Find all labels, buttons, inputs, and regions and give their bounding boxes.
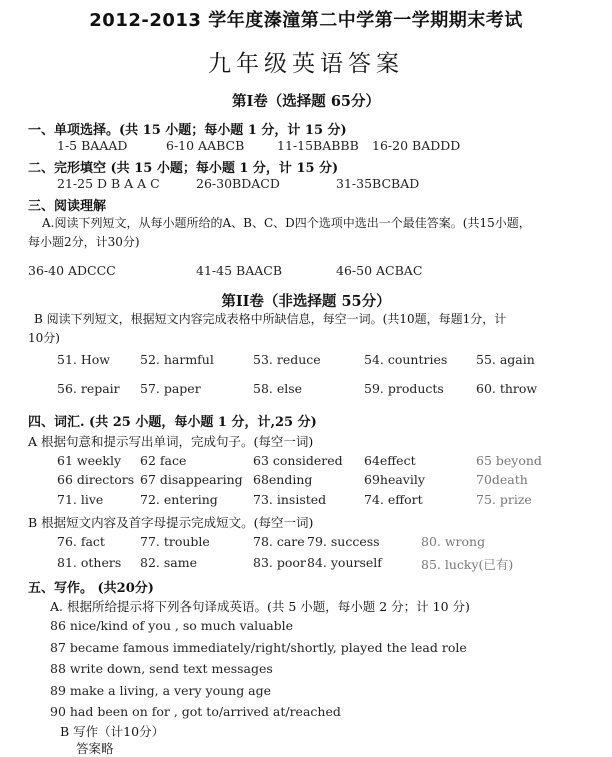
sec4-b-r1-5: 80. wrong bbox=[421, 534, 486, 549]
sec4-b-r1-2: 77. trouble bbox=[140, 534, 210, 549]
sec3-instruction-line1: A.阅读下列短文，从每小题所给的A、B、C、D四个选项中选出一个最佳答案。(共15小题， bbox=[42, 216, 531, 230]
sec5-answer-86: 86 nice/kind of you , so much valuable bbox=[50, 618, 294, 633]
sec1-heading: 一、单项选择。(共 15 小题；每小题 1 分，计 15 分) bbox=[28, 123, 347, 138]
part2-r2-answer-2: 57. paper bbox=[140, 381, 201, 396]
sec2-answer-1: 21-25 D B A A C bbox=[57, 176, 160, 191]
sec4-a-r3-5: 75. prize bbox=[476, 492, 532, 507]
sec4-a-r1-2: 62 face bbox=[140, 453, 187, 468]
sec4-a-r1-5: 65 beyond bbox=[476, 453, 542, 468]
part1-heading: 第Ⅰ卷（选择题 65分） bbox=[231, 93, 380, 110]
sec4-a-r2-1: 66 directors bbox=[57, 472, 135, 487]
sec5-answer-87: 87 became famous immediately/right/shortly, played the lead role bbox=[50, 640, 467, 655]
part2-r1-answer-3: 53. reduce bbox=[253, 352, 321, 367]
document-title: 2012-2013 学年度溱潼第二中学第一学期期末考试 bbox=[89, 10, 523, 31]
document-subtitle: 九年级英语答案 bbox=[208, 51, 404, 77]
part2-r1-answer-2: 52. harmful bbox=[140, 352, 214, 367]
sec4-b-r2-1: 81. others bbox=[57, 555, 122, 570]
sec4-heading: 四、词汇. (共 25 小题，每小题 1 分，计,25 分) bbox=[28, 415, 317, 430]
part2-instruction-line1: B 阅读下列短文，根据短文内容完成表格中所缺信息，每空一词。(共10题，每题1分，计 bbox=[34, 312, 507, 326]
part2-r1-answer-5: 55. again bbox=[476, 352, 535, 367]
sec4-a-r3-4: 74. effort bbox=[364, 492, 423, 507]
sec4-a-r3-3: 73. insisted bbox=[253, 492, 327, 507]
sec5-heading: 五、写作。 (共20分) bbox=[28, 581, 154, 596]
sec1-answer-1: 1-5 BAAAD bbox=[57, 138, 128, 153]
sec5-answer-89: 89 make a living, a very young age bbox=[50, 683, 272, 698]
sec4-b-r1-4: 79. success bbox=[307, 534, 380, 549]
sec4-b-instruction: B 根据短文内容及首字母提示完成短文。(每空一词) bbox=[28, 515, 314, 530]
sec3-instruction-line2: 每小题2分，计30分) bbox=[28, 235, 140, 249]
sec3-answer-3: 46-50 ACBAC bbox=[336, 263, 423, 278]
sec4-b-r2-3: 83. poor bbox=[253, 555, 306, 570]
sec5-a-instruction: A. 根据所给提示将下列各句译成英语。(共 5 小题，每小题 2 分；计 10 分) bbox=[50, 599, 470, 614]
sec4-b-r1-1: 76. fact bbox=[57, 534, 105, 549]
sec4-a-r1-3: 63 considered bbox=[253, 453, 343, 468]
part2-r1-answer-4: 54. countries bbox=[364, 352, 448, 367]
sec5-b-heading: B 写作（计10分） bbox=[60, 724, 165, 739]
sec4-b-r1-3: 78. care bbox=[253, 534, 305, 549]
sec4-a-r2-4: 69heavily bbox=[364, 472, 425, 487]
sec3-answer-1: 36-40 ADCCC bbox=[28, 263, 116, 278]
sec1-answer-3: 11-15BABBB bbox=[277, 138, 359, 153]
sec2-heading: 二、完形填空 (共 15 小题；每小题 1 分，计 15 分) bbox=[28, 161, 339, 176]
part2-heading: 第II卷（非选择题 55分） bbox=[221, 293, 391, 310]
sec4-b-r2-5: 85. lucky(已有) bbox=[421, 557, 514, 572]
sec3-answer-2: 41-45 BAACB bbox=[196, 263, 282, 278]
sec4-a-r1-4: 64effect bbox=[364, 453, 416, 468]
sec5-answer-90: 90 had been on for , got to/arrived at/reached bbox=[50, 704, 341, 719]
sec2-answer-2: 26-30BDACD bbox=[196, 176, 280, 191]
sec4-a-r2-3: 68ending bbox=[253, 472, 313, 487]
sec4-a-r1-1: 61 weekly bbox=[57, 453, 122, 468]
part2-r2-answer-5: 60. throw bbox=[476, 381, 538, 396]
part2-r2-answer-3: 58. else bbox=[253, 381, 303, 396]
part2-instruction-line2: 10分) bbox=[28, 331, 60, 345]
sec5-b-answer: 答案略 bbox=[76, 741, 114, 756]
sec4-b-r2-2: 82. same bbox=[140, 555, 197, 570]
sec4-a-r2-2: 67 disappearing bbox=[140, 472, 243, 487]
sec4-a-instruction: A 根据句意和提示写出单词，完成句子。(每空一词) bbox=[28, 434, 314, 449]
sec1-answer-4: 16-20 BADDD bbox=[372, 138, 461, 153]
part2-r2-answer-4: 59. products bbox=[364, 381, 444, 396]
sec4-a-r3-1: 71. live bbox=[57, 492, 104, 507]
sec4-a-r2-5: 70death bbox=[476, 472, 528, 487]
sec3-heading: 三、阅读理解 bbox=[28, 199, 107, 214]
sec4-b-r2-4: 84. yourself bbox=[307, 555, 382, 570]
sec5-answer-88: 88 write down, send text messages bbox=[50, 661, 273, 676]
part2-r1-answer-1: 51. How bbox=[57, 352, 110, 367]
sec4-a-r3-2: 72. entering bbox=[140, 492, 218, 507]
part2-r2-answer-1: 56. repair bbox=[57, 381, 120, 396]
sec2-answer-3: 31-35BCBAD bbox=[336, 176, 420, 191]
sec1-answer-2: 6-10 AABCB bbox=[166, 138, 245, 153]
